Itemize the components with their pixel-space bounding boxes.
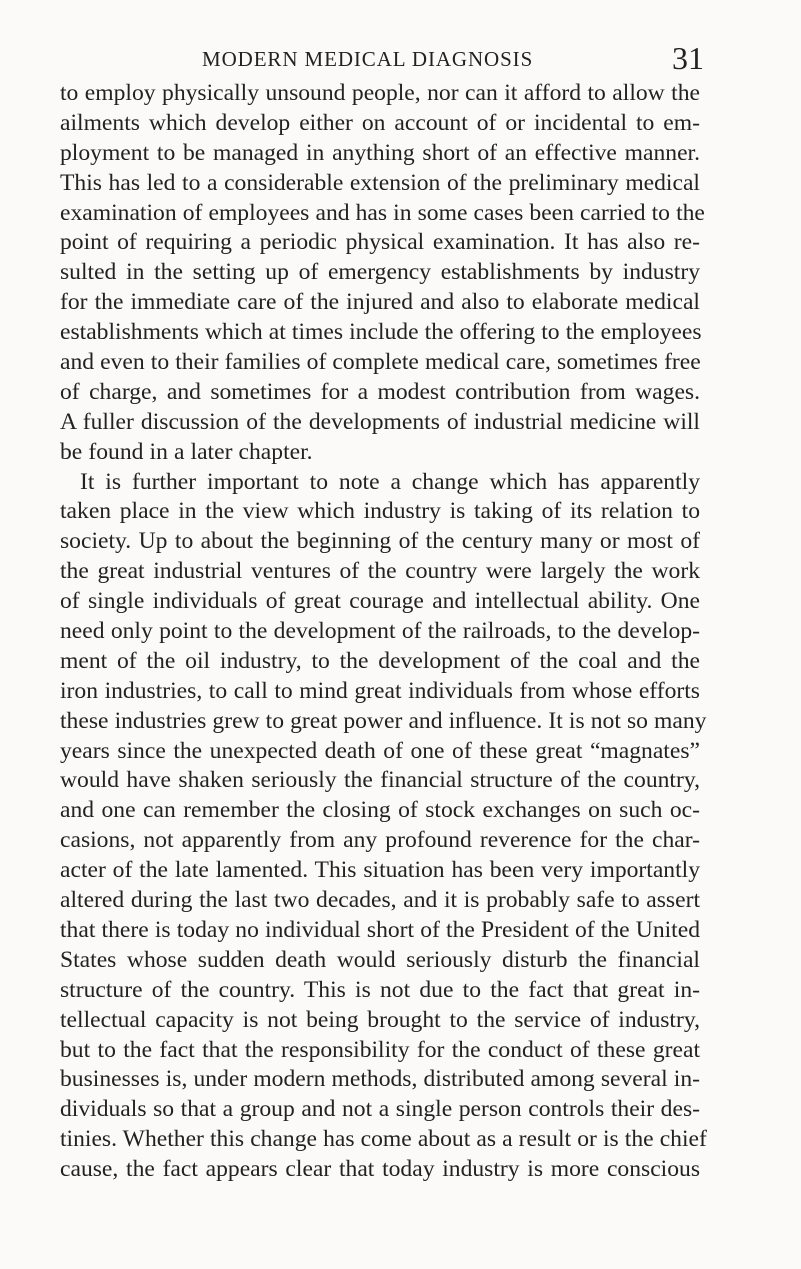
text-line: of single individuals of great courage and intellectual ability. One	[60, 588, 700, 615]
text-line: but to the fact that the responsibility for the conduct of these great	[60, 1036, 700, 1063]
text-line: examination of employees and has in some cases been carried to the	[60, 199, 705, 226]
text-line: and one can remember the closing of stock exchanges on such oc-	[60, 797, 700, 824]
text-line: tellectual capacity is not being brought to the service of industry,	[60, 1006, 700, 1033]
text-line: businesses is, under modern methods, distributed among several in-	[60, 1066, 700, 1093]
text-line: iron industries, to call to mind great individuals from whose efforts	[60, 677, 700, 704]
text-line: ment of the oil industry, to the development of the coal and the	[60, 647, 700, 674]
text-line: sulted in the setting up of emergency establishments by industry	[60, 259, 700, 286]
text-line: these industries grew to great power and influence. It is not so many	[60, 707, 707, 734]
text-line: A fuller discussion of the developments of industrial medicine will	[60, 408, 700, 435]
text-line: tinies. Whether this change has come about as a result or is the chief	[60, 1126, 707, 1153]
body-text	[60, 79, 707, 1185]
text-line: structure of the country. This is not due to the fact that great in-	[60, 976, 700, 1003]
text-line: It is further important to note a change which has apparently	[80, 468, 700, 495]
text-line: altered during the last two decades, and it is probably safe to assert	[60, 887, 700, 914]
text-line: to employ physically unsound people, nor can it afford to allow the	[60, 80, 700, 106]
text-line: ployment to be managed in anything short of an effective manner.	[60, 139, 700, 166]
text-line: acter of the late lamented. This situation has been very importantly	[60, 857, 700, 884]
text-line: the great industrial ventures of the country were largely the work	[60, 558, 700, 585]
text-line: establishments which at times include the offering to the employees	[60, 319, 702, 346]
text-line: dividuals so that a group and not a single person controls their des-	[60, 1096, 700, 1123]
text-line: cause, the fact appears clear that today industry is more conscious	[60, 1156, 700, 1183]
text-line: years since the unexpected death of one of these great “magnates”	[60, 737, 700, 764]
text-line: point of requiring a periodic physical examination. It has also re-	[60, 229, 700, 256]
text-line: need only point to the development of the railroads, to the develop-	[60, 618, 700, 645]
text-line: taken place in the view which industry is taking of its relation to	[60, 498, 700, 525]
text-line: be found in a later chapter.	[60, 438, 313, 465]
text-line: that there is today no individual short of the President of the United	[60, 916, 700, 943]
running-title: MODERN MEDICAL DIAGNOSIS	[202, 47, 534, 71]
running-head	[60, 40, 704, 82]
text-line: would have shaken seriously the financial structure of the country,	[60, 767, 700, 794]
text-line: ailments which develop either on account of or incidental to em-	[60, 109, 700, 136]
text-line: for the immediate care of the injured and also to elaborate medical	[60, 289, 700, 316]
text-line: casions, not apparently from any profound reverence for the char-	[60, 827, 700, 854]
page-number: 31	[672, 40, 704, 76]
text-line: society. Up to about the beginning of the century many or most of	[60, 528, 700, 555]
text-line: of charge, and sometimes for a modest contribution from wages.	[60, 378, 700, 405]
text-line: This has led to a considerable extension of the preliminary medical	[60, 169, 700, 196]
text-line: and even to their families of complete medical care, sometimes free	[60, 349, 701, 376]
text-line: States whose sudden death would seriously disturb the financial	[60, 946, 700, 973]
